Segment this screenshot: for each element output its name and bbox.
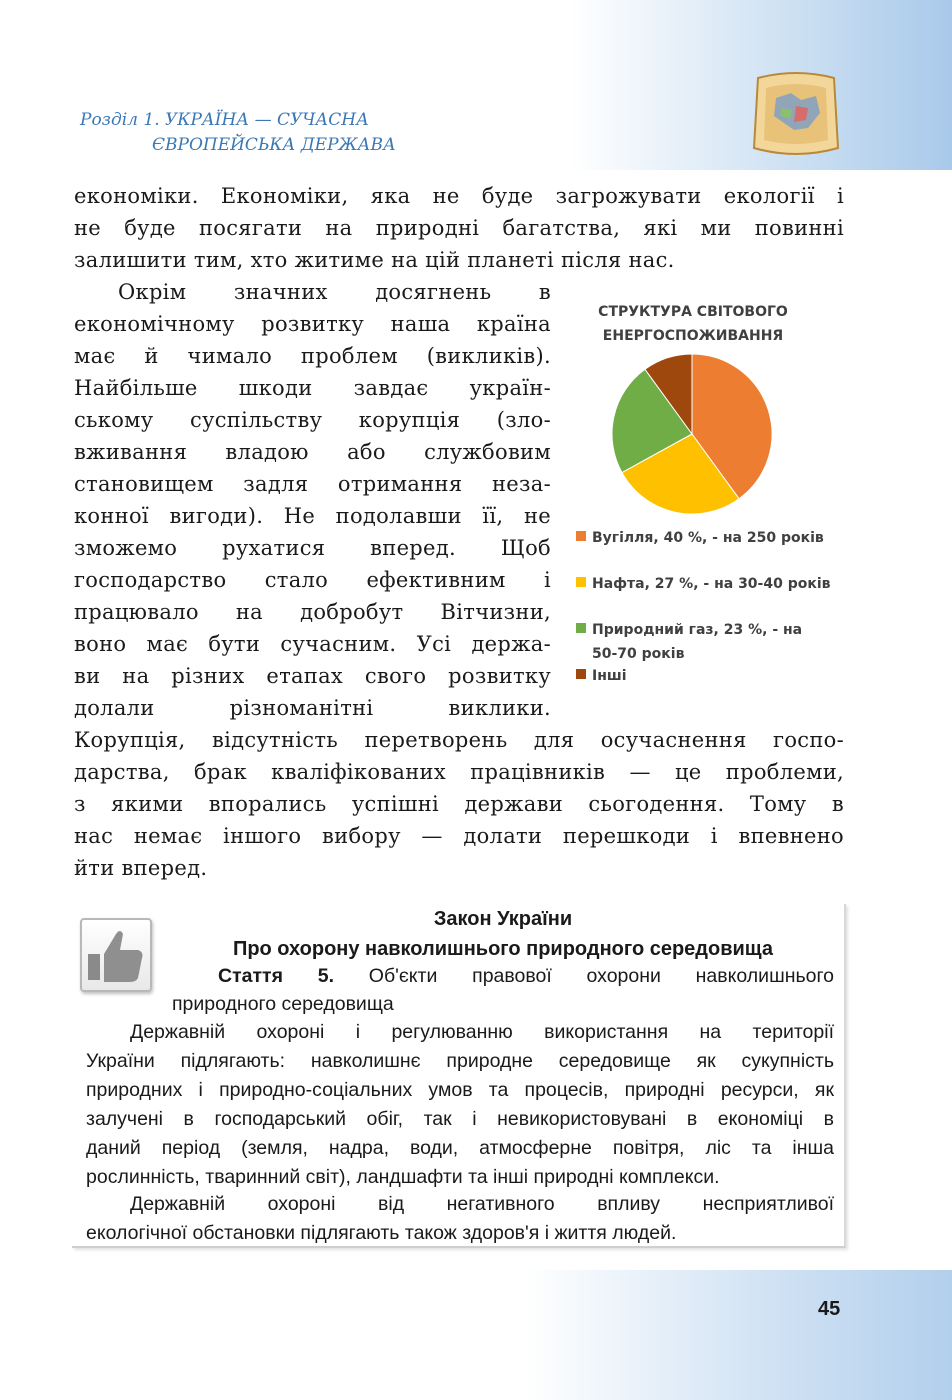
legend-item-coal <box>576 526 824 550</box>
legend-label: Інші <box>592 668 627 684</box>
paragraph-2-line: становищем задля отримання неза- <box>74 472 551 496</box>
footer-band <box>0 1270 952 1400</box>
law-line: рослинність, тваринний світ), ландшафти та інші природні комплекси. <box>86 1166 720 1188</box>
law-article-label: Стаття 5. <box>218 965 334 987</box>
law-line: Державній охороні і регулюванню використання на території <box>130 1021 834 1043</box>
legend-label: Нафта, 27 %, - на 30-40 років <box>592 576 831 592</box>
law-subtitle: Про охорону навколишнього природного середовища <box>232 938 774 960</box>
paragraph-2-line: воно має бути сучасним. Усі держа- <box>74 632 551 656</box>
chart-title-line: ЕНЕРГОСПОЖИВАННЯ <box>602 328 784 344</box>
legend-item-other <box>576 664 627 688</box>
paragraph-2-line: Корупція, відсутність перетворень для осучаснення госпо- <box>74 728 844 752</box>
paragraph-2-line: Окрім значних досягнень в <box>118 280 551 304</box>
paragraph-2-line: ському суспільству корупція (зло- <box>74 408 551 432</box>
paragraph-2-line: долали різноманітні виклики. <box>74 696 551 720</box>
law-line: екологічної обстановки підлягають також здоров'я і життя людей. <box>86 1222 677 1244</box>
chart-title <box>568 300 818 348</box>
law-article-title: Об'єкти правової охорони навколишнього <box>368 965 835 987</box>
thumbs-up-icon <box>80 918 152 992</box>
chart-title-line: СТРУКТУРА СВІТОВОГО <box>598 304 788 320</box>
law-paragraph-2 <box>86 1190 834 1248</box>
law-paragraph-1 <box>86 1018 834 1192</box>
paragraph-2-line: йти вперед. <box>74 856 208 880</box>
paragraph-2-line: має й чимало проблем (викликів). <box>74 344 551 368</box>
paragraph-2-line: дарства, брак кваліфікованих працівників — це проблеми, <box>74 760 844 784</box>
legend-swatch <box>576 531 586 541</box>
law-line: природних і природно-соціальних умов та процесів, природні ресурси, як <box>86 1079 834 1101</box>
paragraph-2-wide <box>74 724 844 884</box>
energy-pie-chart <box>568 292 858 702</box>
law-title: Закон України <box>433 908 573 930</box>
legend-label: Вугілля, 40 %, - на 250 років <box>592 530 824 546</box>
law-line: Державній охороні від негативного впливу несприятливої <box>130 1193 834 1215</box>
europe-map-scroll-icon <box>746 68 846 160</box>
legend-swatch <box>576 623 586 633</box>
law-article-title-cont: природного середовища <box>172 993 394 1015</box>
paragraph-2-line: Найбільше шкоди завдає україн- <box>74 376 551 400</box>
law-line: України підлягають: навколишнє природне середовище як сукупність <box>86 1050 834 1072</box>
paragraph-2-line: працювало на добробут Вітчизни, <box>74 600 551 624</box>
paragraph-1-line: економіки. Економіки, яка не буде загрожувати екології і <box>74 184 844 208</box>
chapter-header <box>80 108 396 158</box>
legend-item-gas-cont <box>592 642 684 666</box>
paragraph-2-line: господарство стало ефективним і <box>74 568 551 592</box>
paragraph-1 <box>74 180 844 276</box>
law-line: залучені в господарський обіг, так і невикористовувані в економіці в <box>86 1108 834 1130</box>
paragraph-2-line: з якими впорались успішні держави сьогодення. Тому в <box>74 792 844 816</box>
legend-swatch <box>576 577 586 587</box>
legend-item-gas <box>576 618 802 642</box>
paragraph-2-narrow <box>74 276 551 724</box>
legend-label: Природний газ, 23 %, - на <box>592 622 803 638</box>
paragraph-1-line: залишити тим, хто житиме на цій планеті після нас. <box>74 248 675 272</box>
law-article-heading <box>218 962 834 991</box>
paragraph-2-line: ви на різних етапах свого розвитку <box>74 664 551 688</box>
paragraph-2-line: вживання владою або службовим <box>74 440 551 464</box>
legend-label: 50-70 років <box>592 646 685 662</box>
paragraph-1-line: не буде посягати на природні багатства, які ми повинні <box>74 216 844 240</box>
legend-item-oil <box>576 572 831 596</box>
paragraph-2-line: нас немає іншого вибору — долати перешкоди і впевнено <box>74 824 844 848</box>
paragraph-2-line: економічному розвитку наша країна <box>74 312 551 336</box>
paragraph-2-line: конної вигоди). Не подолавши її, не <box>74 504 551 528</box>
chapter-header-line-2: ЄВРОПЕЙСЬКА ДЕРЖАВА <box>152 135 396 155</box>
legend-swatch <box>576 669 586 679</box>
law-line: даний період (земля, надра, води, атмосферне повітря, ліс та інша <box>86 1137 834 1159</box>
page-number: 45 <box>818 1298 841 1320</box>
paragraph-2-line: зможемо рухатися вперед. Щоб <box>74 536 551 560</box>
chapter-header-line-1: Розділ 1. УКРАЇНА — СУЧАСНА <box>80 110 369 130</box>
